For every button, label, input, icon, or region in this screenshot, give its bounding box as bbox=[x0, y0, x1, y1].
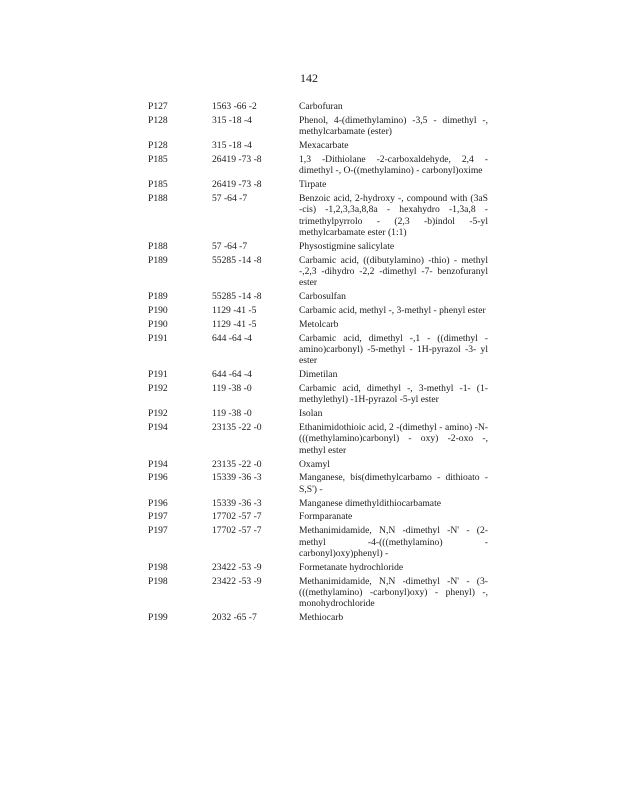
cas-number: 55285 -14 -8 bbox=[212, 291, 262, 303]
chemical-name: Formparanate bbox=[299, 511, 353, 523]
cas-number: 17702 -57 -7 bbox=[212, 525, 262, 537]
cas-number: 26419 -73 -8 bbox=[212, 153, 262, 165]
waste-code: P198 bbox=[148, 561, 168, 573]
cas-number: 23135 -22 -0 bbox=[212, 422, 262, 434]
cas-number: 15339 -36 -3 bbox=[212, 497, 262, 509]
cas-number: 1563 -66 -2 bbox=[212, 101, 257, 112]
chemical-name: Oxamyl bbox=[299, 458, 330, 470]
waste-code: P192 bbox=[148, 383, 168, 395]
chemical-name: Carbamic acid, dimethyl -,1 - ((dimethyl -amino)carbonyl) -5-methyl - 1H-pyrazol -3- yl ester bbox=[299, 332, 488, 367]
table-row bbox=[148, 291, 488, 302]
waste-code: P128 bbox=[148, 140, 168, 151]
table-row bbox=[148, 525, 488, 559]
waste-code: P191 bbox=[148, 369, 168, 381]
waste-code: P185 bbox=[148, 179, 168, 190]
waste-code: P188 bbox=[148, 192, 168, 204]
table-row bbox=[148, 319, 488, 330]
table-row bbox=[148, 333, 488, 367]
table-row bbox=[148, 562, 488, 573]
table-row bbox=[148, 241, 488, 252]
cas-number: 1129 -41 -5 bbox=[212, 318, 257, 330]
chemical-name: Methiocarb bbox=[299, 612, 344, 624]
table-row bbox=[148, 498, 488, 509]
chemical-name: Carbamic acid, dimethyl -, 3-methyl -1- (1-methylethyl) -1H-pyrazol -5-yl ester bbox=[299, 383, 488, 406]
cas-number: 1129 -41 -5 bbox=[212, 305, 257, 317]
waste-code: P188 bbox=[148, 240, 168, 252]
table-row bbox=[148, 612, 488, 623]
cas-number: 55285 -14 -8 bbox=[212, 254, 262, 266]
waste-code: P190 bbox=[148, 318, 168, 330]
waste-code-list bbox=[148, 101, 488, 624]
waste-code: P198 bbox=[148, 575, 168, 587]
chemical-name: Metolcarb bbox=[299, 318, 339, 330]
table-row bbox=[148, 383, 488, 406]
chemical-name: Carbofuran bbox=[299, 101, 343, 112]
chemical-name: Benzoic acid, 2-hydroxy -, compound with (3aS -cis) -1,2,3,3a,8,8a - hexahydro -1,3a,8 -trimethylpyrrolo - (2,3 -b)indol -5-yl methylcarbamate ester (1:1) bbox=[299, 192, 488, 239]
cas-number: 644 -64 -4 bbox=[212, 332, 252, 344]
chemical-name: Carbamic acid, methyl -, 3-methyl - phenyl ester bbox=[299, 305, 486, 317]
table-row bbox=[148, 511, 488, 522]
chemical-name: Formetanate hydrochloride bbox=[299, 561, 404, 573]
chemical-name: Methanimidamide, N,N -dimethyl -N' - (3-(((methylamino) -carbonyl)oxy) - phenyl) -, monohydrochloride bbox=[299, 575, 488, 610]
waste-code: P197 bbox=[148, 511, 168, 523]
cas-number: 57 -64 -7 bbox=[212, 240, 248, 252]
table-row bbox=[148, 101, 488, 112]
table-row bbox=[148, 422, 488, 456]
chemical-name: Methanimidamide, N,N -dimethyl -N' - (2-methyl -4-(((methylamino) - carbonyl)oxy)phenyl) - bbox=[299, 525, 488, 560]
table-row bbox=[148, 115, 488, 138]
cas-number: 15339 -36 -3 bbox=[212, 472, 262, 484]
chemical-name: Carbosulfan bbox=[299, 291, 346, 303]
waste-code: P189 bbox=[148, 254, 168, 266]
page-number: 142 bbox=[300, 71, 318, 85]
waste-code: P194 bbox=[148, 422, 168, 434]
chemical-name: Manganese, bis(dimethylcarbamo - dithioato -S,S') - bbox=[299, 472, 488, 495]
waste-code: P197 bbox=[148, 525, 168, 537]
cas-number: 2032 -65 -7 bbox=[212, 612, 257, 624]
cas-number: 119 -38 -0 bbox=[212, 383, 252, 395]
waste-code: P190 bbox=[148, 305, 168, 317]
waste-code: P192 bbox=[148, 408, 168, 420]
chemical-name: Manganese dimethyldithiocarbamate bbox=[299, 497, 441, 509]
chemical-name: Tirpate bbox=[299, 179, 327, 190]
chemical-name: Ethanimidothioic acid, 2 -(dimethyl - amino) -N-(((methylamino)carbonyl) - oxy) -2-oxo -, methyl ester bbox=[299, 422, 488, 456]
table-row bbox=[148, 576, 488, 610]
table-row bbox=[148, 140, 488, 151]
waste-code: P191 bbox=[148, 332, 168, 344]
cas-number: 17702 -57 -7 bbox=[212, 511, 262, 523]
waste-code: P196 bbox=[148, 472, 168, 484]
chemical-name: Dimetilan bbox=[299, 369, 338, 381]
table-row bbox=[148, 255, 488, 289]
table-row bbox=[148, 472, 488, 495]
chemical-name: Physostigmine salicylate bbox=[299, 240, 395, 252]
waste-code: P199 bbox=[148, 612, 168, 624]
chemical-name: Isolan bbox=[299, 408, 323, 420]
cas-number: 315 -18 -4 bbox=[212, 140, 252, 151]
table-row bbox=[148, 179, 488, 190]
waste-code: P185 bbox=[148, 153, 168, 165]
cas-number: 23422 -53 -9 bbox=[212, 561, 262, 573]
cas-number: 644 -64 -4 bbox=[212, 369, 252, 381]
cas-number: 119 -38 -0 bbox=[212, 408, 252, 420]
table-row bbox=[148, 154, 488, 177]
cas-number: 23422 -53 -9 bbox=[212, 575, 262, 587]
table-row bbox=[148, 408, 488, 419]
table-row bbox=[148, 369, 488, 380]
waste-code: P196 bbox=[148, 497, 168, 509]
table-row bbox=[148, 305, 488, 316]
cas-number: 23135 -22 -0 bbox=[212, 458, 262, 470]
chemical-name: Mexacarbate bbox=[299, 140, 349, 151]
waste-code: P127 bbox=[148, 101, 168, 112]
chemical-name: Phenol, 4-(dimethylamino) -3,5 - dimethyl -, methylcarbamate (ester) bbox=[299, 114, 488, 138]
table-row bbox=[148, 193, 488, 239]
cas-number: 57 -64 -7 bbox=[212, 192, 248, 204]
cas-number: 315 -18 -4 bbox=[212, 114, 252, 126]
waste-code: P189 bbox=[148, 291, 168, 303]
waste-code: P194 bbox=[148, 458, 168, 470]
waste-code: P128 bbox=[148, 114, 168, 126]
chemical-name: 1,3 -Dithiolane -2-carboxaldehyde, 2,4 - dimethyl -, O-((methylamino) - carbonyl)oxime bbox=[299, 153, 488, 177]
chemical-name: Carbamic acid, ((dibutylamino) -thio) - methyl -,2,3 -dihydro -2,2 -dimethyl -7- benzofuranyl ester bbox=[299, 254, 488, 289]
cas-number: 26419 -73 -8 bbox=[212, 179, 262, 190]
table-row bbox=[148, 459, 488, 470]
